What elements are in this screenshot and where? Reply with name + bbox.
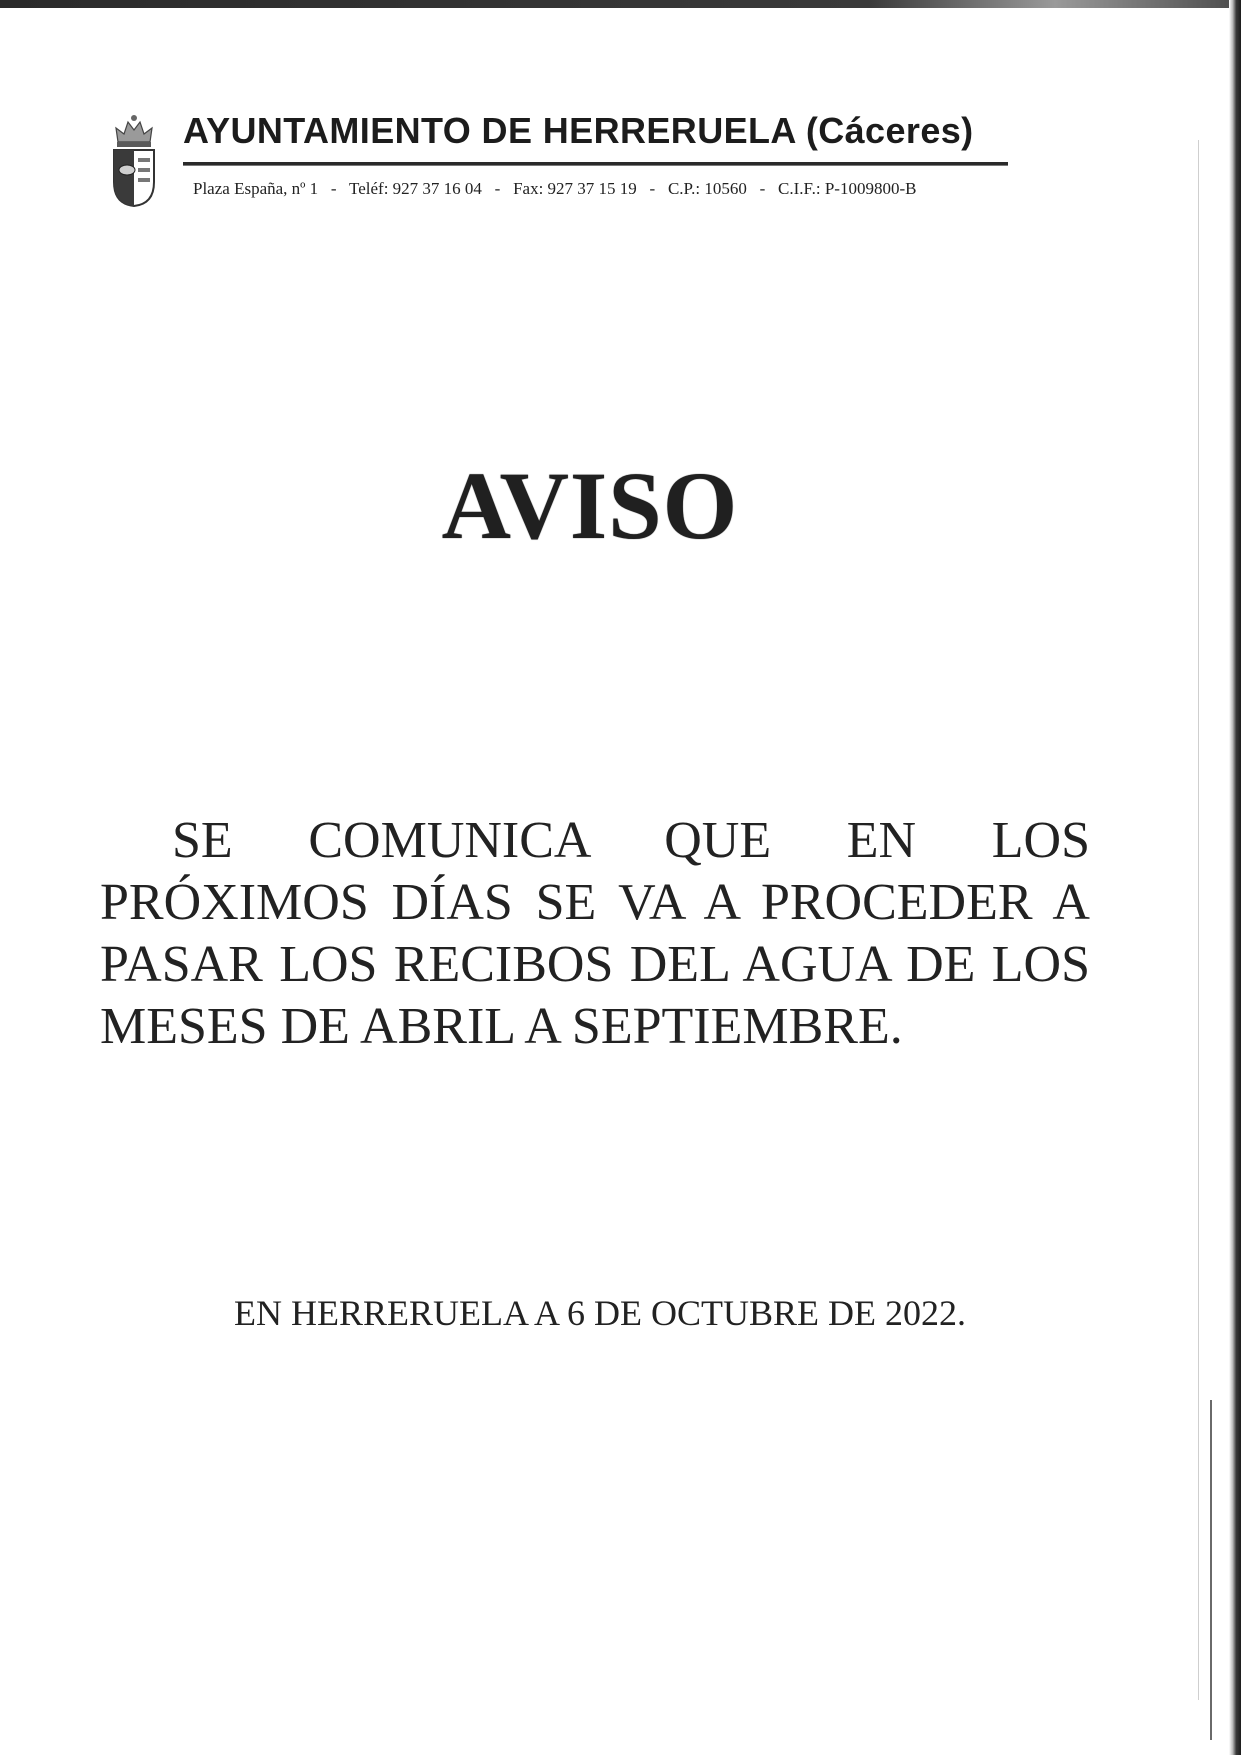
notice-body: SE COMUNICA QUE EN LOS PRÓXIMOS DÍAS SE VA A PROCEDER A PASAR LOS RECIBOS DEL AGUA DE LOS MESES DE ABRIL A SEPTIEMBRE.: [100, 812, 1090, 1055]
notice-title: AVISO: [441, 452, 739, 559]
organization-name: AYUNTAMIENTO DE HERRERUELA (Cáceres): [183, 110, 974, 151]
contact-details: Plaza España, nº 1 - Teléf: 927 37 16 04 - Fax: 927 37 15 19 - C.P.: 10560 - C.I.F.: P-1009800-B: [193, 179, 917, 198]
coat-of-arms-icon: [110, 112, 158, 208]
scan-right-edge: [1229, 0, 1241, 1755]
scan-artifact-line: [1198, 140, 1199, 1700]
scan-artifact-line: [1210, 1400, 1212, 1740]
scan-top-edge: [0, 0, 1241, 8]
header-divider: [183, 162, 1008, 166]
notice-date: EN HERRERUELA A 6 DE OCTUBRE DE 2022.: [233, 1293, 966, 1333]
